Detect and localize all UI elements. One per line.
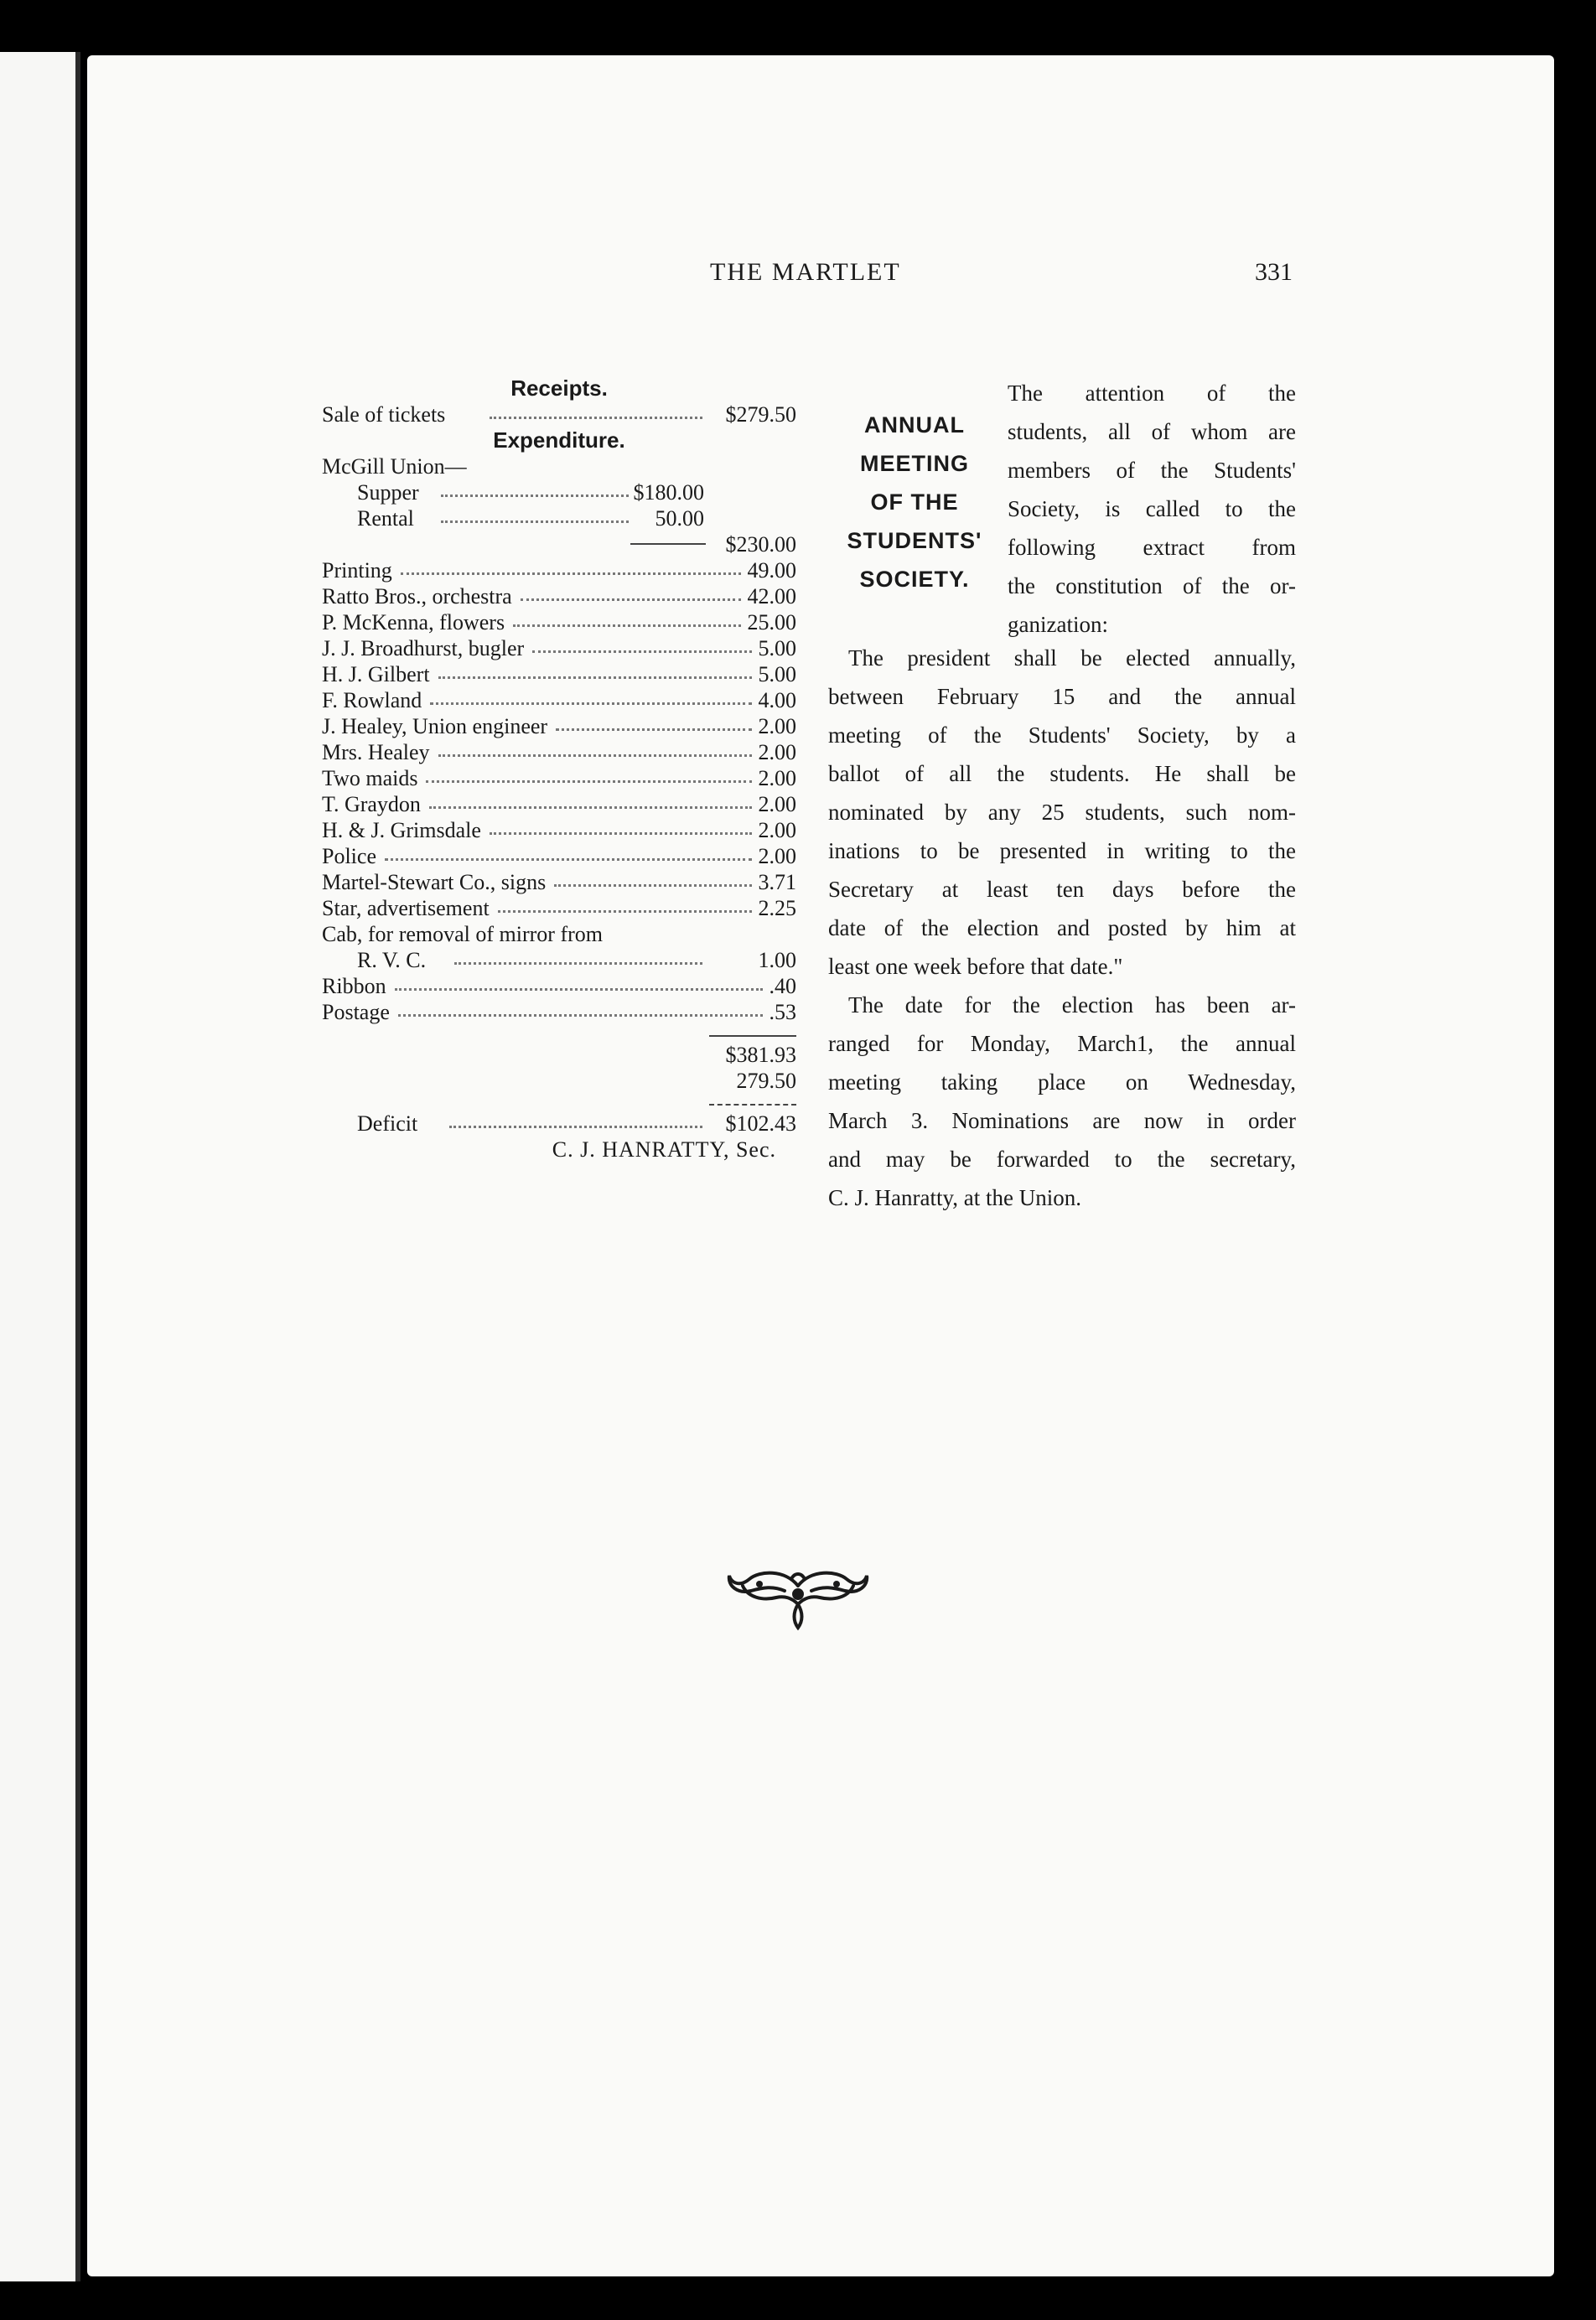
ledger-row: [322, 739, 796, 765]
ledger-label: Printing: [322, 558, 392, 583]
ledger-total: $381.93: [725, 1043, 796, 1067]
ledger-label: Ribbon: [322, 974, 386, 998]
ledger-amount: 2.00: [758, 844, 796, 868]
ledger-label: Martel-Stewart Co., signs: [322, 870, 547, 894]
expenditure-tail-items: [322, 973, 796, 1025]
ledger-label: H. J. Gilbert: [322, 662, 430, 686]
ledger-amount: $279.50: [725, 402, 796, 427]
text-line: Society, is called to the: [1008, 496, 1296, 521]
ledger-label: F. Rowland: [322, 688, 422, 712]
ledger-amount: 49.00: [747, 558, 796, 583]
ledger-label: Star, advertisement: [322, 896, 490, 920]
text-line: ganization:: [1008, 612, 1108, 637]
ledger-label: Postage: [322, 1000, 390, 1024]
ledger-amount: 5.00: [758, 662, 796, 686]
ledger-row: [322, 973, 796, 999]
total-rule: [322, 1025, 796, 1042]
document-page: [87, 55, 1554, 2276]
ledger-row: [322, 635, 796, 661]
ledger-row: [322, 531, 796, 557]
ledger-label: P. McKenna, flowers: [322, 610, 505, 634]
ledger-amount: 50.00: [655, 506, 704, 531]
text-line: meeting taking place on Wednesday,: [828, 1069, 1296, 1095]
ledger-label: Ratto Bros., orchestra: [322, 584, 512, 608]
article-sidehead: [835, 406, 994, 598]
ledger-row: [322, 947, 796, 973]
ledger-amount: $230.00: [725, 532, 796, 557]
ledger-row: [322, 921, 796, 947]
running-header: [622, 258, 1293, 300]
sidehead-line: ANNUAL: [864, 412, 965, 438]
text-line: nominated by any 25 students, such nom-: [828, 800, 1296, 825]
text-line: March 3. Nominations are now in order: [828, 1108, 1296, 1133]
ledger-amount: 1.00: [758, 948, 796, 972]
text-line: The date for the election has been ar-: [848, 992, 1296, 1018]
ledger-label: J. J. Broadhurst, bugler: [322, 636, 525, 660]
ledger-label: Sale of tickets: [322, 402, 446, 427]
text-line: The attention of the: [1008, 381, 1296, 406]
ledger-row: [322, 999, 796, 1025]
sidehead-line: OF THE: [870, 489, 959, 515]
ledger-row: [322, 1068, 796, 1094]
ledger-amount: 2.25: [758, 896, 796, 920]
text-line: least one week before that date.": [828, 954, 1123, 979]
ledger-label: Mrs. Healey: [322, 740, 430, 764]
text-line: ranged for Monday, March1, the annual: [828, 1031, 1296, 1056]
article-body: [828, 639, 1296, 1217]
ledger-row: [322, 661, 796, 687]
text-line: following extract from: [1008, 535, 1296, 560]
ledger-row: [322, 557, 796, 583]
ledger-label: Two maids: [322, 766, 418, 790]
expenditure-heading: Expenditure.: [493, 427, 625, 453]
ledger-label: H. & J. Grimsdale: [322, 818, 481, 842]
text-line: the constitution of the or-: [1008, 573, 1296, 598]
ledger-amount: .53: [769, 1000, 796, 1024]
sidehead-line: STUDENTS': [847, 528, 982, 553]
text-line: date of the election and posted by him at: [828, 915, 1296, 940]
ledger-label: J. Healey, Union engineer: [322, 714, 548, 738]
ledger-row: [322, 583, 796, 609]
text-line: students, all of whom are: [1008, 419, 1296, 444]
text-line: meeting of the Students' Society, by a: [828, 722, 1296, 748]
deficit-rule: [322, 1094, 796, 1111]
ledger-amount: .40: [769, 974, 796, 998]
text-line: and may be forwarded to the secretary,: [828, 1147, 1296, 1172]
ledger-row: [322, 1042, 796, 1068]
ledger-row: [322, 869, 796, 895]
ledger-row: [322, 401, 796, 427]
journal-title: THE MARTLET: [710, 258, 901, 286]
previous-page-edge: [0, 52, 80, 2281]
ledger-less: 279.50: [736, 1069, 796, 1093]
ledger-row: [322, 609, 796, 635]
ornament-icon: [726, 1561, 870, 1633]
sidehead-line: MEETING: [859, 451, 969, 476]
ledger-row: [322, 791, 796, 817]
ledger-amount: 42.00: [747, 584, 796, 608]
ledger-row: [322, 843, 796, 869]
article-intro: [1008, 374, 1296, 644]
expenditure-items: [322, 557, 796, 921]
ledger-row: [322, 687, 796, 713]
ledger-amount: 2.00: [758, 766, 796, 790]
ledger-label: Police: [322, 844, 376, 868]
ledger-amount: $102.43: [725, 1111, 796, 1136]
ledger-row: [322, 713, 796, 739]
sidehead-line: SOCIETY.: [859, 567, 970, 592]
ledger-amount: $180.00: [633, 480, 704, 505]
text-line: C. J. Hanratty, at the Union.: [828, 1185, 1081, 1210]
ledger-label: Supper: [357, 480, 419, 505]
text-line: Secretary at least ten days before the: [828, 877, 1296, 902]
ledger-label: Rental: [357, 506, 414, 531]
ledger-row: [322, 505, 796, 531]
ledger-row: [322, 765, 796, 791]
text-line: inations to be presented in writing to the: [828, 838, 1296, 863]
signature: C. J. HANRATTY, Sec.: [552, 1137, 776, 1162]
ledger-amount: 3.71: [758, 870, 796, 894]
text-line: between February 15 and the annual: [828, 684, 1296, 709]
text-line: members of the Students': [1008, 458, 1296, 483]
ledger-amount: 2.00: [758, 740, 796, 764]
ledger-row: [322, 1111, 796, 1137]
ledger-amount: 2.00: [758, 714, 796, 738]
text-line: ballot of all the students. He shall be: [828, 761, 1296, 786]
ledger-row: [322, 895, 796, 921]
ledger-label: Deficit: [357, 1111, 418, 1136]
financial-statement: [322, 375, 796, 1163]
ledger-amount: 2.00: [758, 792, 796, 816]
ledger-label: T. Graydon: [322, 792, 421, 816]
ledger-amount: 25.00: [747, 610, 796, 634]
ledger-group-label: McGill Union—: [322, 454, 467, 479]
ledger-amount: 5.00: [758, 636, 796, 660]
receipts-heading: Receipts.: [510, 375, 608, 401]
ledger-label: Cab, for removal of mirror from: [322, 922, 604, 946]
ledger-amount: 4.00: [758, 688, 796, 712]
text-line: The president shall be elected annually,: [848, 645, 1296, 671]
ledger-row: [322, 817, 796, 843]
ledger-label: R. V. C.: [357, 948, 427, 972]
ledger-amount: 2.00: [758, 818, 796, 842]
ledger-row: [322, 479, 796, 505]
page-number: 331: [1255, 258, 1293, 286]
